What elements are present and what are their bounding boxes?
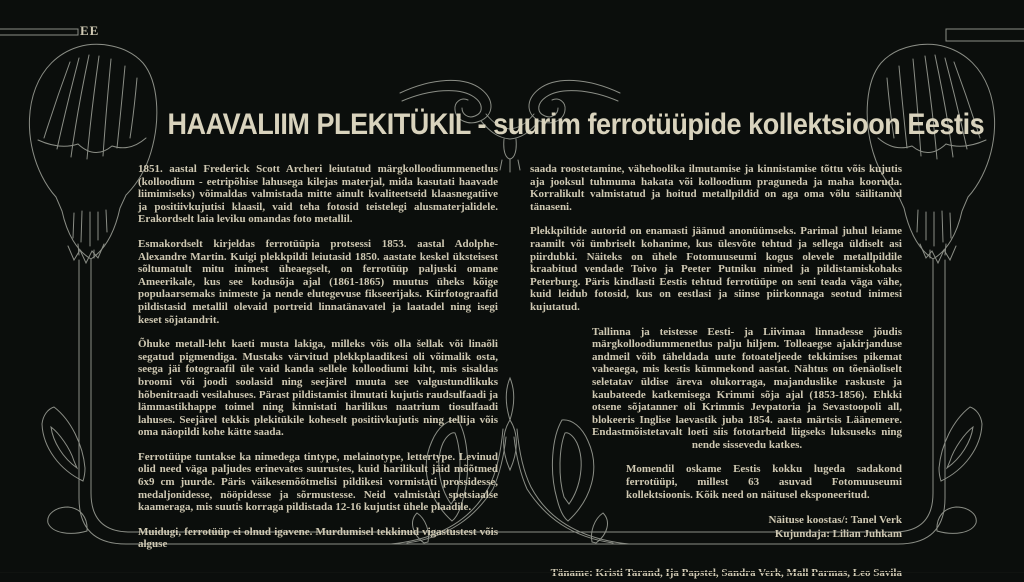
paragraph: Ferrotüüpe tuntakse ka nimedega tintype, melainotype, lettertype. Levinud olid need väga paljudes erinevates suurustes, kuid harilikult jäid mõõtmed 6x9 cm juurde. Päris väikesemõõtmelisi pildikesi vormistati prossidesse, medaljonidesse, nööpidesse ja sõrmustesse. Neid valmistati spetsiaalse kaameraga, mis suutis korraga pildistada 12-16 kujutist ühele plaadile. (138, 450, 498, 514)
paragraph: Muidugi, ferrotüüp ei olnud igavene. Murdumisel tekkinud vigastustest võis alguse (138, 525, 498, 551)
left-text-column (138, 163, 498, 580)
text-columns (138, 163, 904, 580)
paragraph: saada roostetamine, vähehoolika ilmutamise ja kinnistamise tõttu võis kujutis aja jooksul tuhmuma hakata või kolloodium praguneda ja maha kooruda. Korralikult valmistatud ja hoitud metallpildid on aga oma võlu säilitanud tänaseni. (530, 163, 902, 213)
page-title: HAAVALIIM PLEKITÜKIL - suurim ferrotüüpide kollektsioon Eestis (167, 108, 985, 141)
corner-label: EE (80, 23, 100, 38)
paragraph: Momendil oskame Eestis kokku lugeda sadakond ferrotüüpi, millest 63 asuvad Fotomuuseumi kollektsioonis. Kõik need on näitusel eksponeeritud. (626, 463, 902, 501)
credits-block (530, 513, 902, 541)
thanks-line: Täname: Kristi Tarand, Ija Papstel, Sandra Verk, Mall Parmas, Leo Savila (550, 567, 902, 580)
paragraph: 1851. aastal Frederick Scott Archeri leiutatud märgkolloodiummenetlus (kolloodium - eetripõhise lahusega kilejas materjal, mida kasutati haavade liimimiseks) võimaldas valmistada mitte ainult kvaliteetseid klaasnegatiive ja positiivkujutisi klaasil, vaid teha fotosid teistelegi alusmaterjalidele. Erakordselt laia leviku omandas foto metallil. (138, 163, 498, 226)
photo-edge-strip (0, 572, 1024, 582)
right-text-column (530, 163, 902, 580)
paragraph: Õhuke metall-leht kaeti musta lakiga, milleks võis olla šellak või linaõli segatud pigmendiga. Mustaks värvitud plekkplaadikesi oli võimalik osta, seega jäi fotograafil üle vaid kanda sellele kolloodiumi kiht, mis sisaldas broomi või joodi soolasid ning seejärel muuta see valgustundlikuks hõbenitraadi vesilahuses. Pärast pildistamist ilmutati kujutis raudsulfaadi ja lämmastikhappe toimel ning kinnistati harilikus naatrium tiosulfaadi lahuses. Seejärel tekkis plekitükile koheselt positiivkujutis ning tellija võis oma näopildi kohe kätte saada. (138, 338, 498, 439)
credit-line-designer: Kujundaja: Lilian Juhkam (774, 528, 902, 541)
paragraph: Esmakordselt kirjeldas ferrotüüpia protsessi 1853. aastal Adolphe-Alexandre Martin. Kuigi plekkpildi leiutasid 1850. aastate keskel üksteisest sõltumatult mitu inimest üheaegselt, on ferrotüüp paljuski omane Ameerikale, kus see kodusõja ajal (1861-1865) muutus üheks kõige populaarsemaks inimeste ja nende elutegevuse fikseerijaks. Kiirfotograafid pildistasid metallil olevaid portreid linnatänavatel ja laatadel ning isegi keset sõjatandrit. (138, 237, 498, 326)
paragraph: Tallinna ja teistesse Eesti- ja Liivimaa linnadesse jõudis märgkolloodiummenetlus palju hiljem. Tolleaegse ajakirjanduse andmeil võib täheldada uute fotoateljeede tekkimises pikemat vaheaega, mis kestis kümmekond aastat. Nähtus on tõenäoliselt seletatav üldise äreva olukorraga, majanduslike raskuste ja kaubateede katkemisega Krimmi sõja ajal (1853-1856). Ehkki otsene sõjatanner oli Krimmis Jevpatoria ja Sevastoopoli all, blokeeris Inglise laevastik juba 1854. aasta märtsis Läänemere. Endastmõistetavalt loeti siis fototarbeid liigseks luksuseks ning nende sissevedu katkes. (592, 325, 902, 451)
credit-line-curator: Näituse koostas/: Tanel Verk (768, 514, 902, 527)
paragraph: Plekkpiltide autorid on enamasti jäänud anonüümseks. Parimal juhul leiame raamilt või ümbriselt kohanime, kus ülesvõte tehtud ja sellega üldiselt asi piirdubki. Näiteks on ühele Fotomuuseumi kogus olevele metallpildile kraabitud vendade Toivo ja Peeter Putniku nimed ja pildistamiskohaks Peterburg. Päris kindlasti Eestis tehtud ferrotüüpe on seni teada väga vähe, kuid leidub fotosid, kus on eestlasi ja siinse piirkonnaga seotud inimesi kujutatud. (530, 225, 902, 313)
